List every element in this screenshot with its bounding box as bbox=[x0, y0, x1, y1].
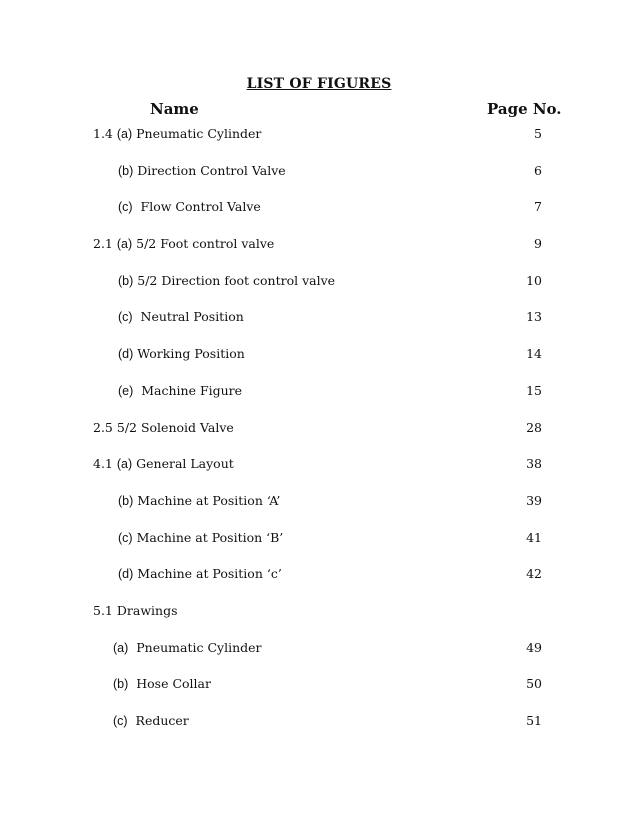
figure-name: Machine at Position ‘c’ bbox=[137, 566, 282, 582]
item-letter: (c) bbox=[118, 200, 133, 215]
page-number: 5 bbox=[534, 126, 542, 141]
figure-name: Machine at Position ‘A’ bbox=[137, 492, 281, 508]
figure-entry bbox=[0, 344, 638, 381]
item-letter: (a) bbox=[116, 457, 133, 472]
page-number: 49 bbox=[526, 639, 542, 655]
figure-list bbox=[0, 124, 638, 748]
figure-label bbox=[93, 418, 234, 438]
section-number: 1.4 bbox=[93, 126, 113, 141]
figure-name: Machine at Position ‘B’ bbox=[136, 529, 284, 545]
name-column-header: Name bbox=[150, 100, 199, 118]
figure-entry bbox=[0, 711, 638, 748]
figure-entry bbox=[0, 271, 638, 308]
figure-name: Flow Control Valve bbox=[136, 199, 261, 215]
figure-entry bbox=[0, 601, 638, 638]
page-column-header: Page No. bbox=[487, 100, 562, 118]
item-letter: (b) bbox=[113, 677, 129, 692]
section-number: 4.1 bbox=[93, 456, 113, 472]
figure-entry bbox=[0, 564, 638, 601]
figure-label bbox=[118, 528, 283, 548]
figure-name: General Layout bbox=[136, 456, 234, 472]
figure-entry bbox=[0, 124, 638, 161]
figure-label bbox=[118, 344, 245, 364]
figure-label bbox=[118, 271, 335, 291]
figure-name: Pneumatic Cylinder bbox=[132, 639, 262, 655]
page-number: 10 bbox=[526, 272, 542, 288]
figure-entry bbox=[0, 381, 638, 418]
page-number: 9 bbox=[534, 236, 542, 252]
figure-name: 5/2 Foot control valve bbox=[136, 236, 275, 252]
figure-label bbox=[113, 638, 262, 658]
figure-name: Machine Figure bbox=[137, 382, 243, 398]
figure-entry bbox=[0, 454, 638, 491]
figure-label bbox=[93, 124, 261, 144]
figure-label bbox=[118, 564, 282, 584]
item-letter: (c) bbox=[113, 714, 128, 728]
figure-entry bbox=[0, 418, 638, 455]
figure-label bbox=[118, 381, 242, 401]
page-number: 39 bbox=[526, 492, 542, 508]
figure-entry bbox=[0, 197, 638, 234]
page-number: 42 bbox=[526, 566, 542, 582]
item-letter: (d) bbox=[118, 567, 134, 582]
page-number: 6 bbox=[534, 162, 542, 178]
figure-label bbox=[118, 197, 261, 217]
item-letter: (c) bbox=[118, 530, 133, 545]
page-number: 41 bbox=[526, 529, 542, 545]
figure-name: Hose Collar bbox=[132, 676, 211, 692]
item-letter: (b) bbox=[118, 493, 134, 508]
item-letter: (e) bbox=[118, 383, 134, 398]
page-number: 14 bbox=[526, 346, 542, 362]
figure-name: Direction Control Valve bbox=[137, 162, 286, 178]
figure-label bbox=[93, 234, 274, 254]
figure-name: 5/2 Direction foot control valve bbox=[137, 272, 336, 288]
page-number: 15 bbox=[526, 382, 542, 398]
figure-entry bbox=[0, 528, 638, 565]
figure-entry bbox=[0, 307, 638, 344]
page-title: LIST OF FIGURES bbox=[246, 76, 392, 92]
figure-name: Drawings bbox=[116, 602, 178, 618]
item-letter: (a) bbox=[116, 127, 133, 141]
figure-label bbox=[118, 491, 280, 511]
figure-entry bbox=[0, 638, 638, 675]
figure-entry bbox=[0, 234, 638, 271]
page-number: 28 bbox=[526, 419, 542, 435]
item-letter: (c) bbox=[118, 310, 133, 325]
figure-name: Neutral Position bbox=[136, 309, 244, 325]
page-number: 38 bbox=[526, 456, 542, 472]
figure-label bbox=[113, 711, 189, 731]
figure-label bbox=[93, 454, 234, 474]
item-letter: (b) bbox=[118, 273, 134, 288]
figure-name: Working Position bbox=[137, 346, 245, 362]
page-number: 7 bbox=[534, 199, 542, 215]
figure-entry bbox=[0, 491, 638, 528]
item-letter: (b) bbox=[118, 163, 134, 178]
figure-name: 5/2 Solenoid Valve bbox=[116, 419, 234, 435]
page-number: 50 bbox=[526, 676, 542, 692]
figure-label bbox=[113, 674, 211, 694]
page-number: 51 bbox=[526, 713, 542, 728]
section-number: 2.5 bbox=[93, 419, 113, 435]
figure-name: Pneumatic Cylinder bbox=[136, 126, 262, 141]
figure-label bbox=[118, 307, 244, 327]
figure-label bbox=[93, 601, 178, 621]
figure-name: Reducer bbox=[131, 713, 189, 728]
figure-label bbox=[118, 161, 286, 181]
item-letter: (d) bbox=[118, 347, 134, 362]
section-number: 2.1 bbox=[93, 236, 113, 252]
page-number: 13 bbox=[526, 309, 542, 325]
figure-entry bbox=[0, 674, 638, 711]
figure-entry bbox=[0, 161, 638, 198]
item-letter: (a) bbox=[116, 237, 133, 252]
section-number: 5.1 bbox=[93, 602, 113, 618]
item-letter: (a) bbox=[113, 640, 129, 655]
